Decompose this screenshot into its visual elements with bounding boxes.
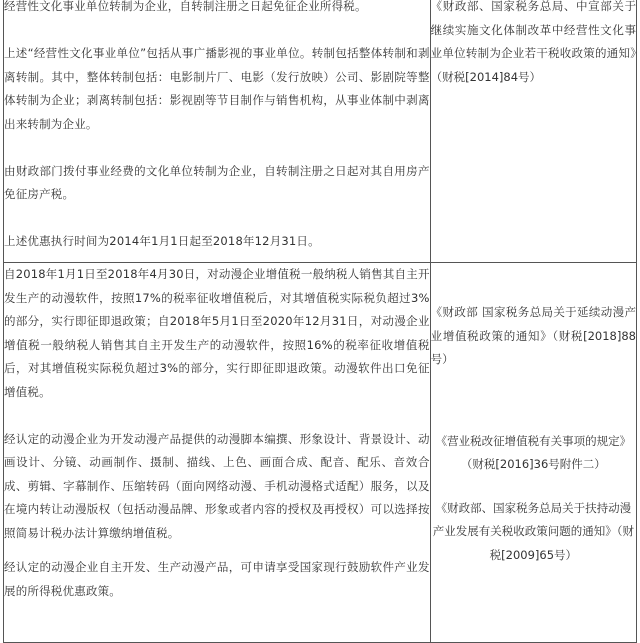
reference-document: 《财政部、国家税务总局、中宣部关于继续实施文化体制改革中经营性文化事业单位转制为企业若干税收政策的通知》（财税[2014]84号）	[430, 0, 636, 84]
policy-paragraph: 经认定的动漫企业自主开发、生产动漫产品，可申请享受国家现行鼓励软件产业发展的所得税优惠政策。	[4, 560, 430, 598]
policy-paragraph: 由财政部门拨付事业经费的文化单位转制为企业，自转制注册之日起对其自用房产免征房产税。	[4, 163, 430, 201]
policy-content-cell	[4, 263, 431, 643]
table-row	[4, 0, 637, 263]
policy-table	[3, 0, 637, 643]
table-row	[4, 263, 637, 643]
reference-cell	[430, 263, 636, 643]
policy-paragraph: 上述优惠执行时间为2014年1月1日起至2018年12月31日。	[4, 234, 320, 248]
policy-paragraph: 经营性文化事业单位转制为企业，自转制注册之日起免征企业所得税。	[4, 0, 367, 13]
policy-paragraph: 自2018年1月1日至2018年4月30日，对动漫企业增值税一般纳税人销售其自主开发生产的动漫软件，按照17%的税率征收增值税后，对其增值税实际税负超过3%的部分，实行即征即退政策；自2018年5月1日至2020年12月31日，对动漫企业增值税一般纳税人销售其自主开发生产的动漫软件，按照16%的税率征收增值税后，对其增值税实际税负超过3%的部分，实行即征即退政策。动漫软件出口免征增值税。	[4, 267, 430, 399]
reference-document: 《财政部 国家税务总局关于延续动漫产业增值税政策的通知》（财税[2018]88号）	[430, 305, 636, 366]
policy-paragraph: 上述“经营性文化事业单位”包括从事广播影视的事业单位。转制包括整体转制和剥离转制。其中，整体转制包括：电影制片厂、电影（发行放映）公司、影剧院等整体转制为企业；剥离转制包括：影视剧等节目制作与销售机构，从事业体制中剥离出来转制为企业。	[4, 46, 430, 131]
reference-cell	[430, 0, 636, 263]
policy-paragraph: 经认定的动漫企业为开发动漫产品提供的动漫脚本编撰、形象设计、背景设计、动画设计、分镜、动画制作、摄制、描线、上色、画面合成、配音、配乐、音效合成、剪辑、字幕制作、压缩转码（面向网络动漫、手机动漫格式适配）服务，以及在境内转让动漫版权（包括动漫品牌、形象或者内容的授权及再授权）可以选择按照简易计税办法计算缴纳增值税。	[4, 431, 430, 540]
policy-content-cell	[4, 0, 431, 263]
reference-document: 《财政部、国家税务总局关于扶持动漫产业发展有关税收政策问题的通知》（财税[2009]65号）	[432, 500, 634, 562]
reference-document: 《营业税改征增值税有关事项的规定》（财税[2016]36号附件二）	[435, 433, 632, 471]
